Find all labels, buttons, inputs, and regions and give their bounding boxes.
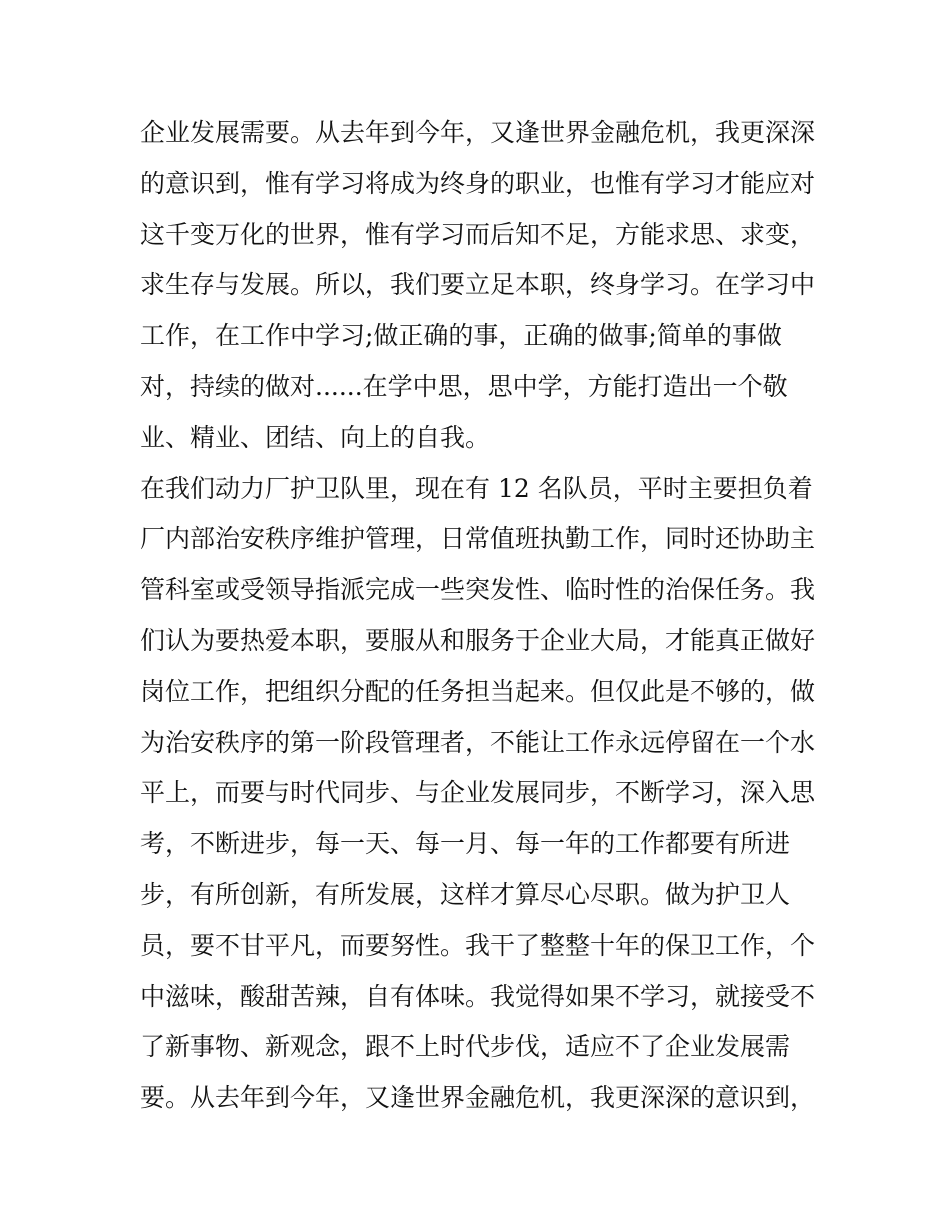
text-line: 企业发展需要。从去年到今年，又逢世界金融危机，我更深深 — [140, 118, 816, 147]
text-line: 这千变万化的世界，惟有学习而后知不足，方能求思、求变， — [140, 219, 816, 249]
text-line: 步，有所创新，有所发展，这样才算尽心尽职。做为护卫人 — [140, 879, 791, 909]
text-line: 们认为要热爱本职，要服从和服务于企业大局，才能真正做好 — [140, 625, 816, 655]
text-line: 考，不断进步，每一天、每一月、每一年的工作都要有所进 — [140, 829, 791, 859]
text-line: 工作，在工作中学习;做正确的事，正确的做事;简单的事做 — [140, 321, 782, 351]
text-line: 对，持续的做对......在学中思，思中学，方能打造出一个敬 — [140, 371, 788, 401]
document-text — [140, 108, 820, 1124]
text-line: 员，要不甘平凡，而要努性。我干了整整十年的保卫工作，个 — [140, 930, 816, 960]
paragraph-1 — [140, 108, 820, 464]
text-line: 在我们动力厂护卫队里，现在有 12 名队员，平时主要担负着 — [140, 473, 813, 503]
text-line: 求生存与发展。所以，我们要立足本职，终身学习。在学习中 — [140, 270, 816, 300]
text-line: 了新事物、新观念，跟不上时代步伐，适应不了企业发展需 — [140, 1032, 791, 1062]
text-line: 平上，而要与时代同步、与企业发展同步，不断学习，深入思 — [140, 778, 816, 808]
paragraph-2 — [140, 464, 820, 1124]
text-line: 要。从去年到今年，又逢世界金融危机，我更深深的意识到， — [140, 1083, 816, 1113]
text-line: 为治安秩序的第一阶段管理者，不能让工作永远停留在一个水 — [140, 727, 816, 757]
text-line: 厂内部治安秩序维护管理，日常值班执勤工作，同时还协助主 — [140, 524, 816, 554]
text-line: 业、精业、团结、向上的自我。 — [140, 422, 491, 452]
text-line: 岗位工作，把组织分配的任务担当起来。但仅此是不够的，做 — [140, 676, 816, 706]
text-line: 中滋味，酸甜苦辣，自有体味。我觉得如果不学习，就接受不 — [140, 981, 816, 1011]
text-line: 的意识到，惟有学习将成为终身的职业，也惟有学习才能应对 — [140, 168, 816, 198]
text-line: 管科室或受领导指派完成一些突发性、临时性的治保任务。我 — [140, 575, 816, 605]
